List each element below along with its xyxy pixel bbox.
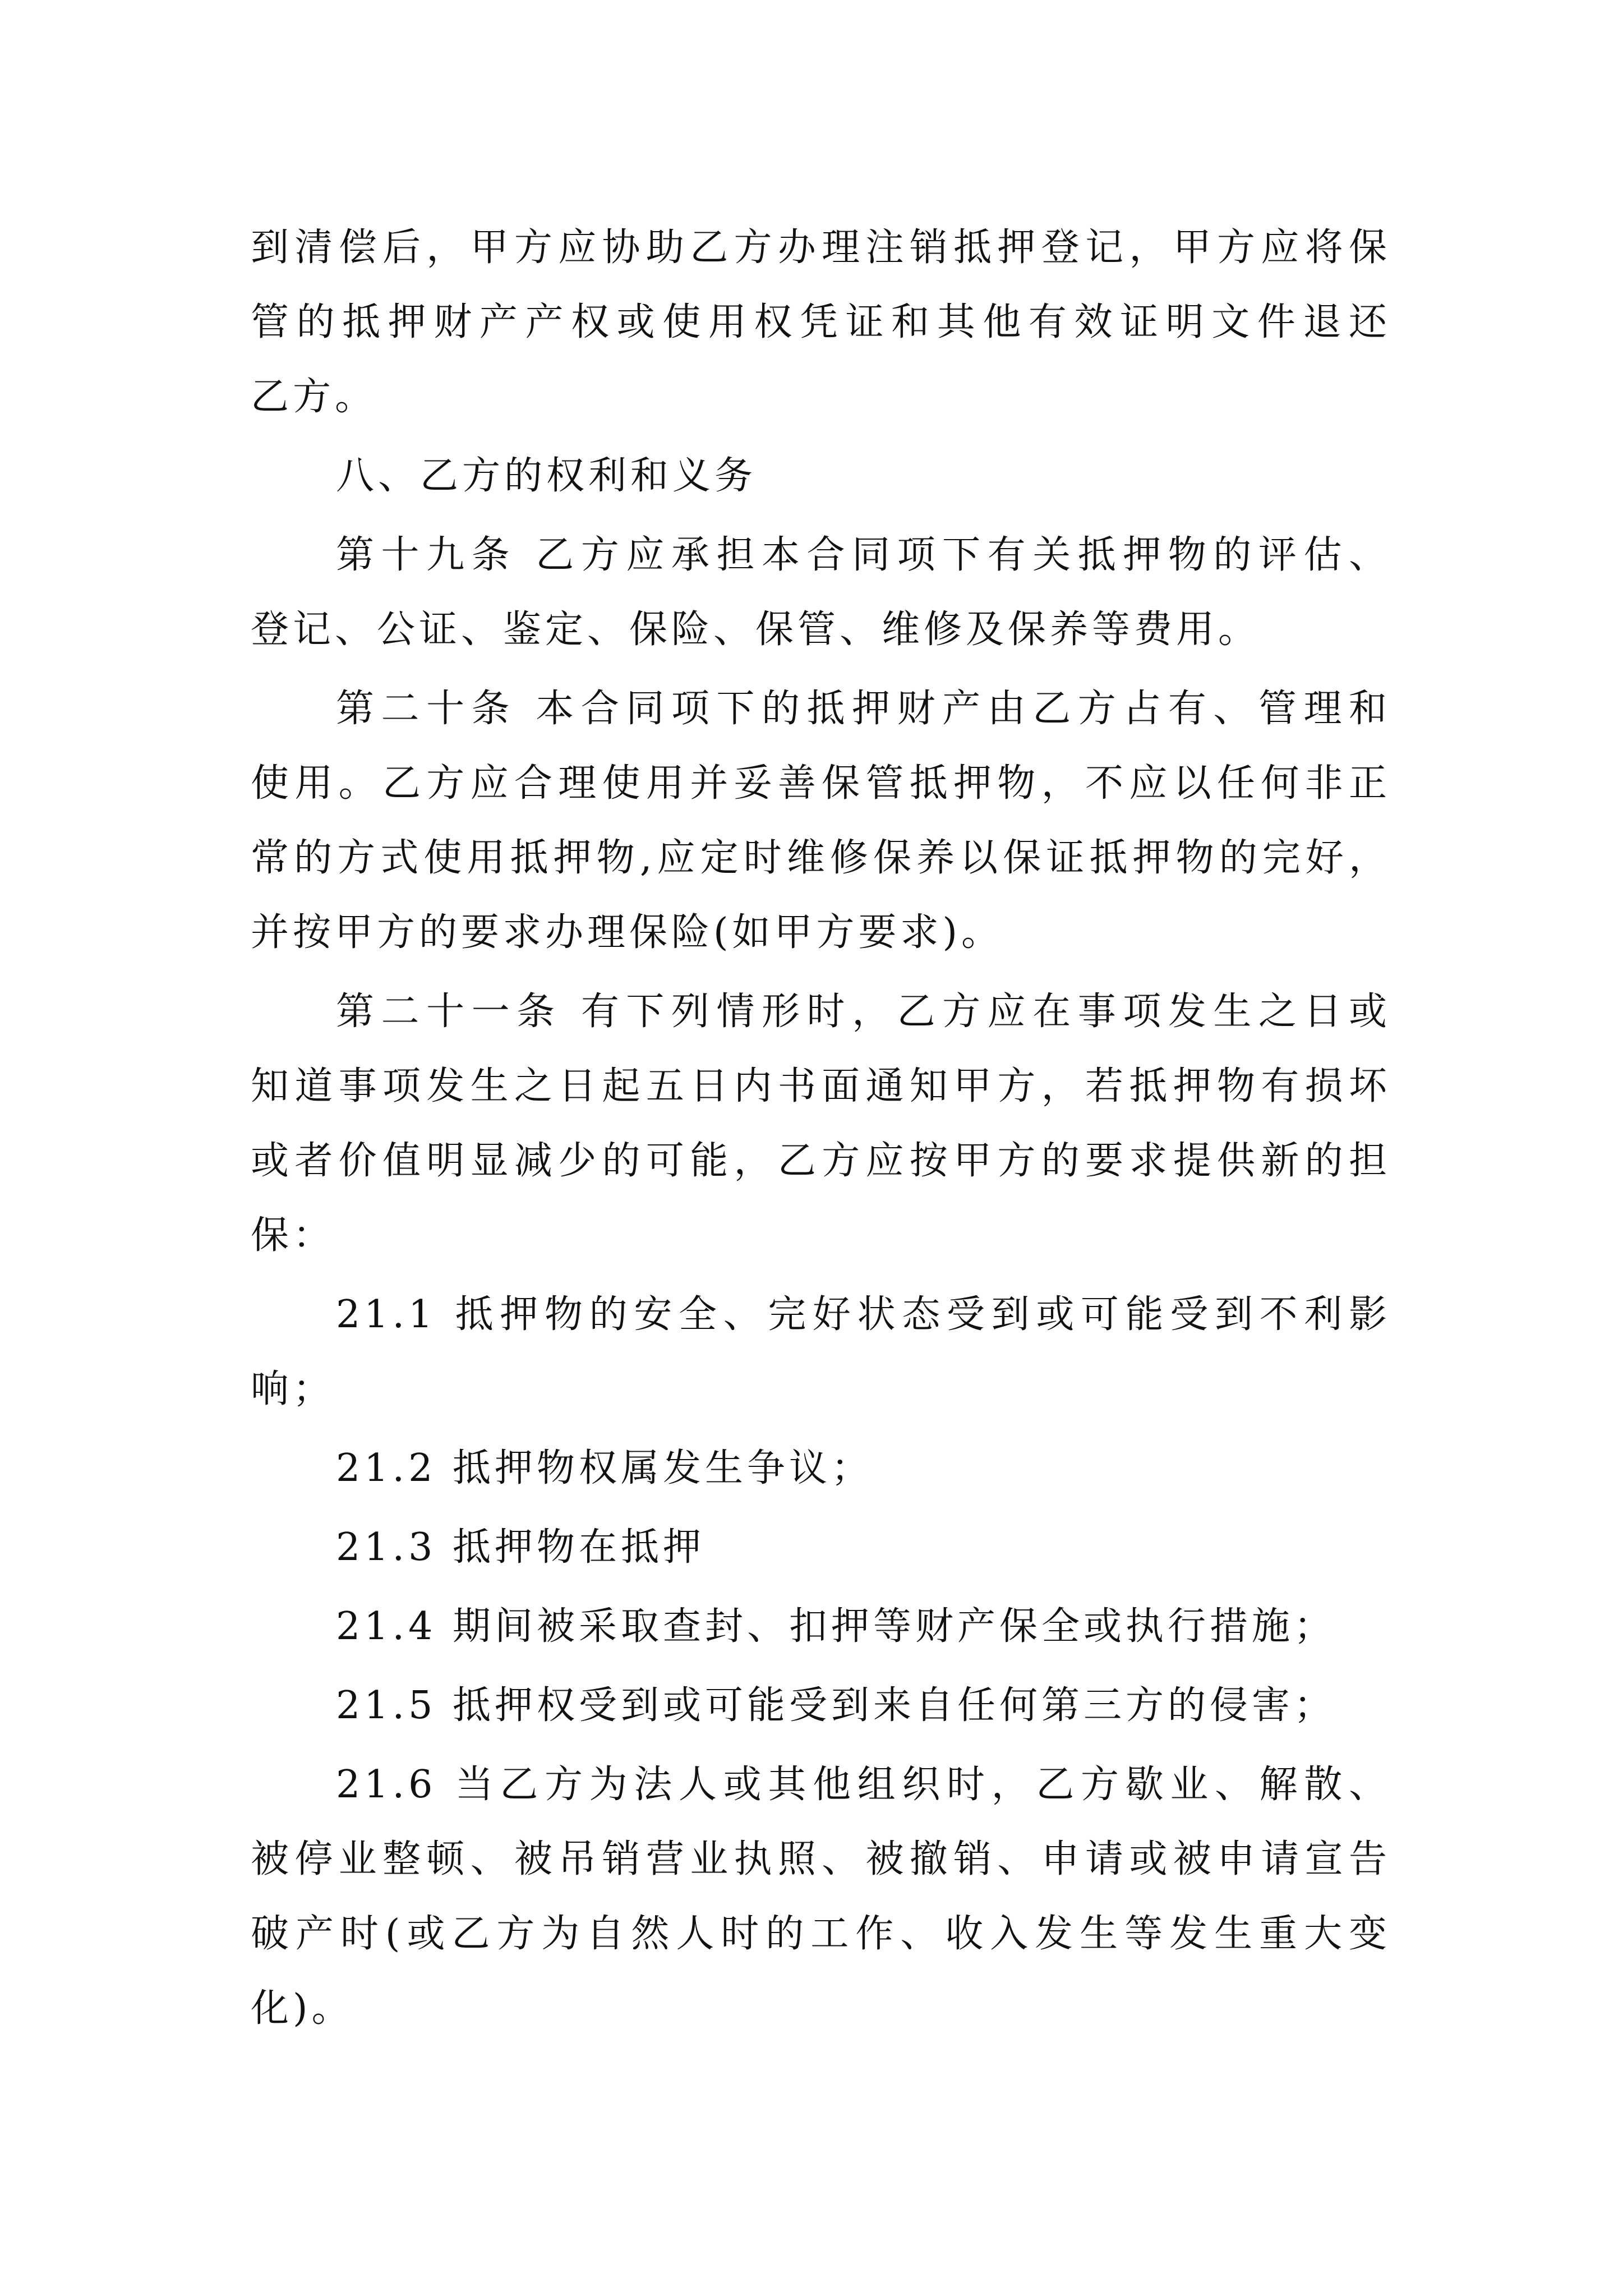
text-line: 保： [251, 1213, 335, 1258]
text-line: 并按甲方的要求办理保险(如甲方要求)。 [251, 910, 1004, 955]
article-21 [251, 974, 1391, 1273]
article-19 [251, 518, 1391, 667]
text-line: 管的抵押财产产权或使用权凭证和其他有效证明文件退还 [251, 300, 1391, 344]
section-heading [251, 439, 1391, 513]
article-20 [251, 671, 1391, 970]
text-line: 登记、公证、鉴定、保险、保管、维修及保养等费用。 [251, 608, 1261, 652]
clause-21-1 [251, 1277, 1391, 1427]
text-line: 或者价值明显减少的可能，乙方应按甲方的要求提供新的担 [251, 1139, 1391, 1183]
text-line: 破产时(或乙方为自然人时的工作、收入发生等发生重大变 [251, 1912, 1391, 1956]
clause-21-5 [251, 1668, 1391, 1743]
text-line: 使用。乙方应合理使用并妥善保管抵押物，不应以任何非正 [251, 761, 1391, 806]
text-line: 21.3 抵押物在抵押 [336, 1525, 706, 1570]
text-line: 被停业整顿、被吊销营业执照、被撤销、申请或被申请宣告 [251, 1837, 1391, 1881]
clause-21-4 [251, 1589, 1391, 1664]
text-line: 21.4 期间被采取查封、扣押等财产保全或执行措施； [336, 1604, 1336, 1649]
section-heading-text: 八、乙方的权利和义务 [336, 454, 757, 498]
clause-21-2 [251, 1431, 1391, 1506]
paragraph-continued [251, 210, 1391, 434]
text-line: 第二十条 本合同项下的抵押财产由乙方占有、管理和 [336, 687, 1391, 731]
text-line: 第二十一条 有下列情形时，乙方应在事项发生之日或 [336, 990, 1391, 1034]
document-body [251, 210, 1391, 2050]
text-line: 21.1 抵押物的安全、完好状态受到或可能受到不利影 [336, 1292, 1391, 1337]
text-line: 乙方。 [251, 375, 377, 419]
text-line: 21.2 抵押物权属发生争议； [336, 1446, 874, 1490]
clause-21-3 [251, 1510, 1391, 1585]
text-line: 知道事项发生之日起五日内书面通知甲方，若抵押物有损坏 [251, 1064, 1391, 1108]
text-line: 21.6 当乙方为法人或其他组织时，乙方歇业、解散、 [336, 1763, 1391, 1807]
text-line: 到清偿后，甲方应协助乙方办理注销抵押登记，甲方应将保 [251, 226, 1391, 270]
clause-21-6 [251, 1747, 1391, 2046]
text-line: 第十九条 乙方应承担本合同项下有关抵押物的评估、 [336, 533, 1391, 577]
text-line: 常的方式使用抵押物,应定时维修保养以保证抵押物的完好， [251, 836, 1391, 880]
text-line: 21.5 抵押权受到或可能受到来自任何第三方的侵害； [336, 1683, 1336, 1728]
text-line: 响； [251, 1367, 335, 1411]
text-line: 化)。 [251, 1986, 354, 2031]
